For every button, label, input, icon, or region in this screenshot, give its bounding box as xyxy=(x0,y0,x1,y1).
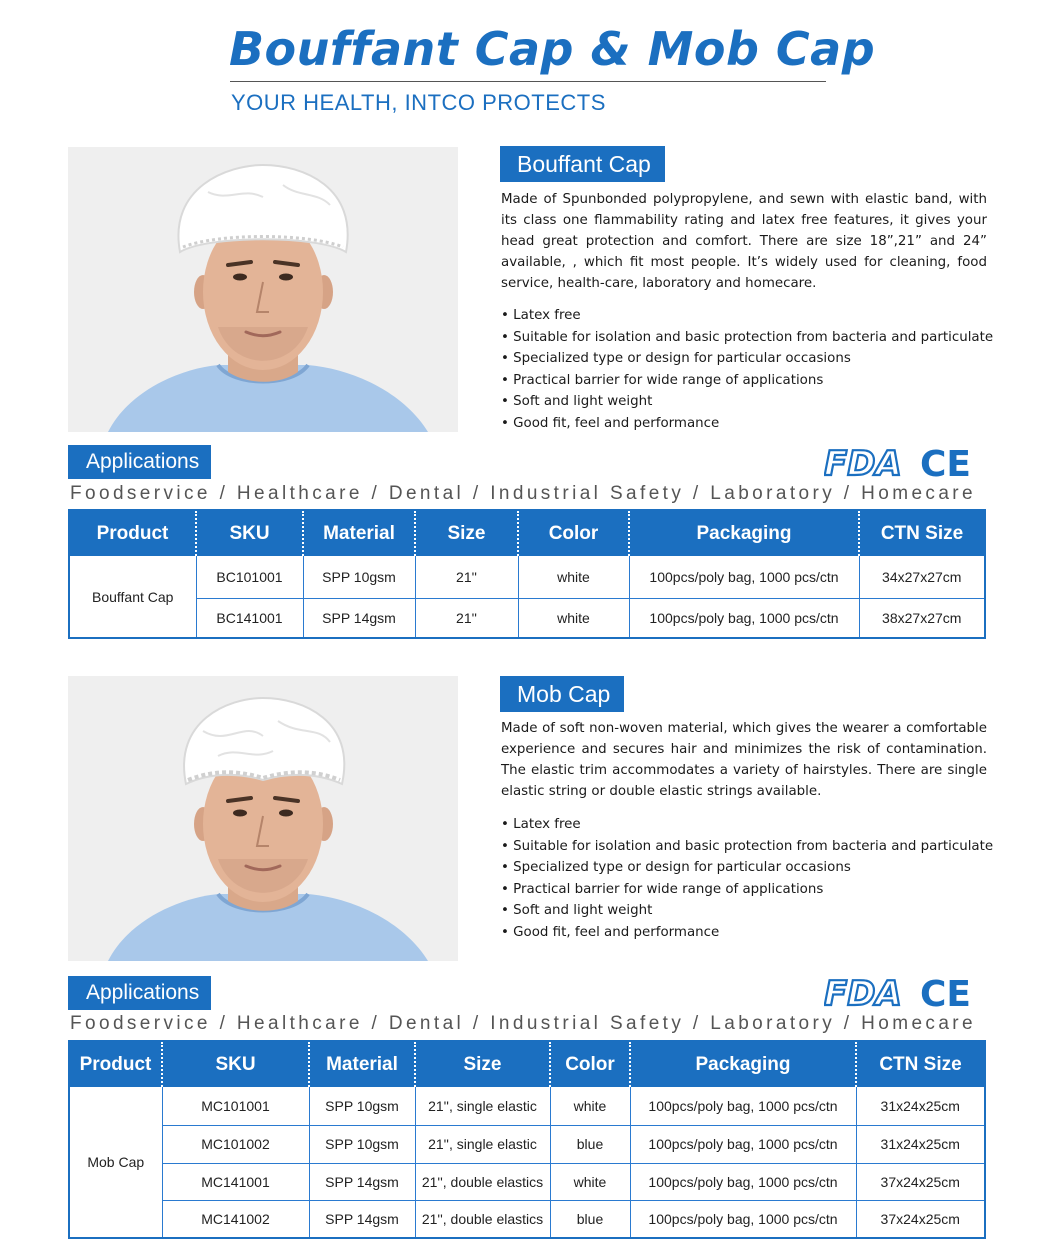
mob-applications-list: Foodservice / Healthcare / Dental / Industrial Safety / Laboratory / Homecare xyxy=(70,1013,976,1034)
size-cell: 21'', double elastics xyxy=(415,1200,550,1238)
bouffant-spec-table xyxy=(68,509,986,639)
fda-logo-icon: FDA xyxy=(824,444,902,482)
column-header: Color xyxy=(550,1041,630,1087)
mob-applications-label: Applications xyxy=(68,976,211,1010)
column-header: Material xyxy=(309,1041,415,1087)
packaging-cell: 100pcs/poly bag, 1000 pcs/ctn xyxy=(629,598,859,638)
material-cell: SPP 10gsm xyxy=(303,556,415,598)
sku-cell: BC101001 xyxy=(196,556,303,598)
column-header: Packaging xyxy=(630,1041,856,1087)
bouffant-applications-list: Foodservice / Healthcare / Dental / Industrial Safety / Laboratory / Homecare xyxy=(70,483,976,504)
size-cell: 21'' xyxy=(415,556,518,598)
packaging-cell: 100pcs/poly bag, 1000 pcs/ctn xyxy=(630,1087,856,1125)
column-header: CTN Size xyxy=(859,510,985,556)
ce-mark-icon: CE xyxy=(920,444,972,482)
sku-cell: MC101002 xyxy=(162,1125,309,1163)
title-divider xyxy=(230,81,826,82)
certification-logos xyxy=(824,442,976,482)
color-cell: white xyxy=(518,556,629,598)
mob-spec-table xyxy=(68,1040,986,1239)
size-cell: 21'', single elastic xyxy=(415,1125,550,1163)
table-row xyxy=(69,598,985,638)
feature-item: • Latex free xyxy=(501,305,993,327)
bouffant-section-title: Bouffant Cap xyxy=(500,146,665,182)
feature-item: • Soft and light weight xyxy=(501,391,993,413)
sku-cell: MC141001 xyxy=(162,1163,309,1200)
column-header: SKU xyxy=(196,510,303,556)
sku-cell: MC101001 xyxy=(162,1087,309,1125)
material-cell: SPP 10gsm xyxy=(309,1087,415,1125)
table-row xyxy=(69,1200,985,1238)
bouffant-description: Made of Spunbonded polypropylene, and sewn with elastic band, with its class one flammability rating and latex free features, it gives your head great protection and comfort. There are size 18”,21” and 24” available, , which fit most people. It’s widely used for cleaning, food service, health-care, laboratory and homecare. xyxy=(501,192,987,291)
column-header: Packaging xyxy=(629,510,859,556)
feature-item: • Good fit, feel and performance xyxy=(501,922,993,944)
feature-item: • Practical barrier for wide range of applications xyxy=(501,879,993,901)
size-cell: 21'' xyxy=(415,598,518,638)
feature-item: • Latex free xyxy=(501,814,993,836)
sku-cell: BC141001 xyxy=(196,598,303,638)
feature-item: • Specialized type or design for particular occasions xyxy=(501,857,993,879)
table-row xyxy=(69,1163,985,1200)
packaging-cell: 100pcs/poly bag, 1000 pcs/ctn xyxy=(630,1200,856,1238)
column-header: SKU xyxy=(162,1041,309,1087)
feature-item: • Soft and light weight xyxy=(501,900,993,922)
column-header: Color xyxy=(518,510,629,556)
ctn-size-cell: 38x27x27cm xyxy=(882,609,962,626)
table-header-row xyxy=(69,1041,985,1087)
table-row xyxy=(69,1087,985,1125)
color-cell: white xyxy=(518,598,629,638)
mob-description: Made of soft non-woven material, which gives the wearer a comfortable experience and secures hair and minimizes the risk of contamination. The elastic trim accommodates a variety of hairstyles. There are single elastic string or double elastic strings available. xyxy=(501,721,987,799)
table-row xyxy=(69,1125,985,1163)
bouffant-feature-list xyxy=(501,305,993,435)
mob-section-title: Mob Cap xyxy=(500,676,624,712)
column-header: CTN Size xyxy=(856,1041,985,1087)
material-cell: SPP 14gsm xyxy=(309,1163,415,1200)
size-cell: 21'', double elastics xyxy=(415,1163,550,1200)
certification-logos xyxy=(824,972,976,1012)
bouffant-applications-label: Applications xyxy=(68,445,211,479)
feature-item: • Specialized type or design for particular occasions xyxy=(501,348,993,370)
ctn-size-cell: 31x24x25cm xyxy=(856,1087,985,1125)
material-cell: SPP 14gsm xyxy=(303,598,415,638)
ctn-size-cell: 34x27x27cm xyxy=(859,556,985,598)
page-title: Bouffant Cap & Mob Cap xyxy=(229,22,876,76)
table-row xyxy=(69,556,985,598)
column-header: Product xyxy=(69,1041,162,1087)
mob-cap-photo xyxy=(68,676,458,961)
product-cell: Bouffant Cap xyxy=(69,556,196,638)
color-cell: white xyxy=(550,1087,630,1125)
column-header: Product xyxy=(69,510,196,556)
color-cell: blue xyxy=(550,1125,630,1163)
packaging-cell: 100pcs/poly bag, 1000 pcs/ctn xyxy=(629,556,859,598)
fda-logo-icon: FDA xyxy=(824,974,902,1012)
ce-mark-icon: CE xyxy=(920,974,972,1012)
size-cell: 21'', single elastic xyxy=(415,1087,550,1125)
sku-cell: MC141002 xyxy=(162,1200,309,1238)
column-header: Size xyxy=(415,510,518,556)
packaging-cell: 100pcs/poly bag, 1000 pcs/ctn xyxy=(630,1125,856,1163)
column-header: Material xyxy=(303,510,415,556)
bouffant-cap-photo xyxy=(68,147,458,432)
material-cell: SPP 10gsm xyxy=(309,1125,415,1163)
table-header-row xyxy=(69,510,985,556)
tagline: YOUR HEALTH, INTCO PROTECTS xyxy=(231,90,606,115)
material-cell: SPP 14gsm xyxy=(309,1200,415,1238)
feature-item: • Suitable for isolation and basic protection from bacteria and particulate xyxy=(501,836,993,858)
column-header: Size xyxy=(415,1041,550,1087)
product-cell: Mob Cap xyxy=(69,1087,162,1238)
ctn-size-cell: 37x24x25cm xyxy=(880,1210,960,1227)
color-cell: white xyxy=(550,1163,630,1200)
ctn-size-cell: 31x24x25cm xyxy=(856,1125,985,1163)
ctn-size-cell: 37x24x25cm xyxy=(856,1163,985,1200)
packaging-cell: 100pcs/poly bag, 1000 pcs/ctn xyxy=(630,1163,856,1200)
mob-feature-list xyxy=(501,814,993,944)
feature-item: • Suitable for isolation and basic protection from bacteria and particulate xyxy=(501,327,993,349)
feature-item: • Good fit, feel and performance xyxy=(501,413,993,435)
feature-item: • Practical barrier for wide range of applications xyxy=(501,370,993,392)
color-cell: blue xyxy=(550,1200,630,1238)
